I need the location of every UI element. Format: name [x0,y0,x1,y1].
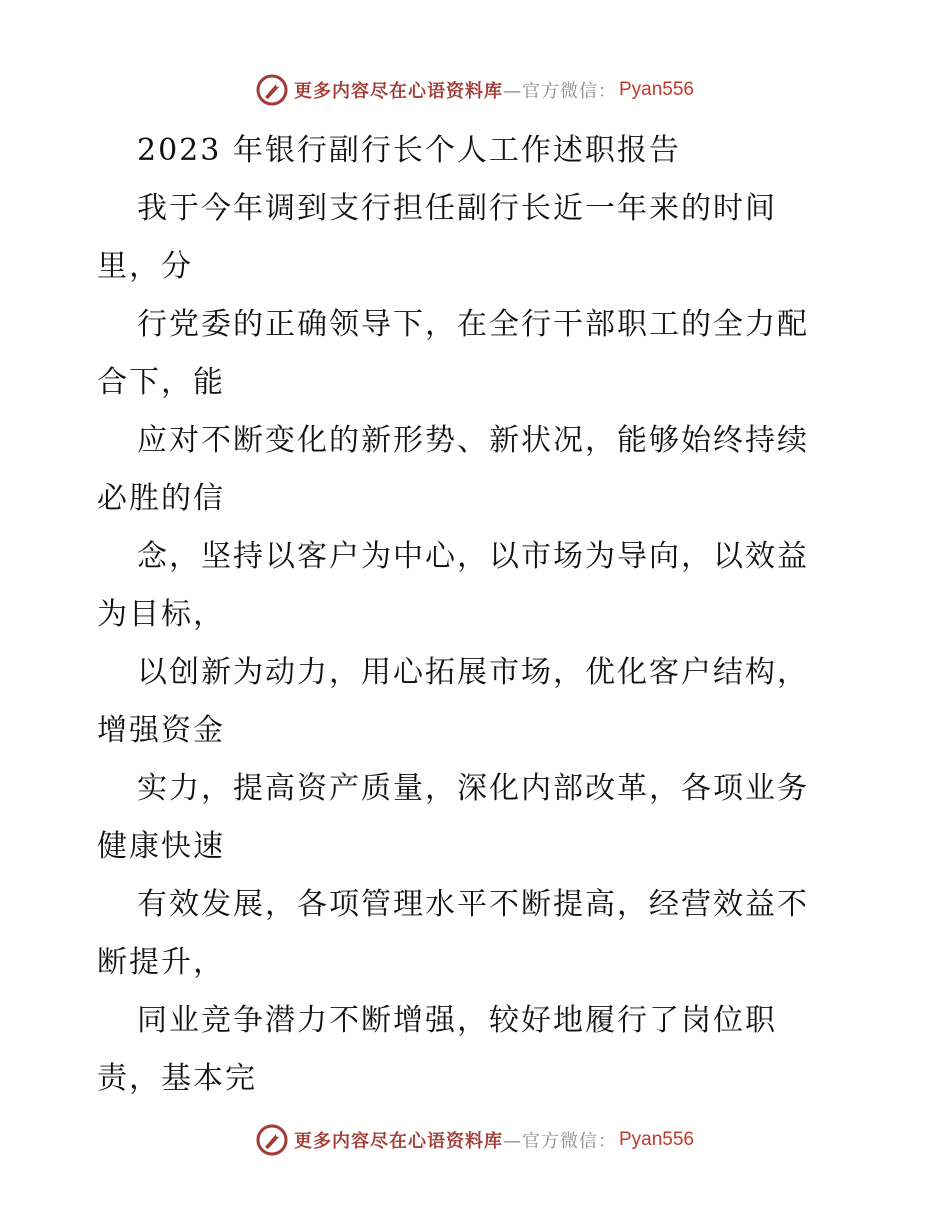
paragraph-line: 念，坚持以客户为中心，以市场为导向，以效益 [137,539,809,574]
paragraph-line: 增强资金 [97,713,225,748]
paragraph-line: 健康快速 [97,829,225,864]
pen-nib-logo-icon [256,1124,288,1156]
header-watermark [0,70,950,110]
paragraph-line: 以创新为动力，用心拓展市场，优化客户结构， [137,655,809,690]
watermark-wechat-id: Pyan556 [618,1129,694,1150]
paragraph-line: 应对不断变化的新形势、新状况，能够始终持续 [137,423,809,458]
watermark-site-name: 更多内容尽在心语资料库 [293,1131,503,1152]
paragraph-line: 里，分 [97,249,193,284]
document-title: 2023 年银行副行长个人工作述职报告 [137,133,681,168]
footer-watermark [0,1120,950,1160]
document-body [97,122,857,1108]
paragraph-line: 断提升， [97,945,225,980]
watermark-wechat-id: Pyan556 [618,79,694,100]
paragraph-line: 必胜的信 [97,481,225,516]
paragraph-line: 有效发展，各项管理水平不断提高，经营效益不 [137,887,809,922]
paragraph-line: 实力，提高资产质量，深化内部改革，各项业务 [137,771,809,806]
watermark-site-name: 更多内容尽在心语资料库 [293,81,503,102]
watermark-wechat-label: —官方微信： [502,1131,617,1152]
paragraph-line: 我于今年调到支行担任副行长近一年来的时间 [137,191,777,226]
paragraph-line: 同业竞争潜力不断增强，较好地履行了岗位职 [137,1003,777,1038]
paragraph-line: 为目标， [97,597,225,632]
pen-nib-logo-icon [256,74,288,106]
paragraph-line: 责，基本完 [97,1061,257,1096]
paragraph-line: 行党委的正确领导下，在全行干部职工的全力配 [137,307,809,342]
watermark-wechat-label: —官方微信： [502,81,617,102]
paragraph-line: 合下，能 [97,365,225,400]
